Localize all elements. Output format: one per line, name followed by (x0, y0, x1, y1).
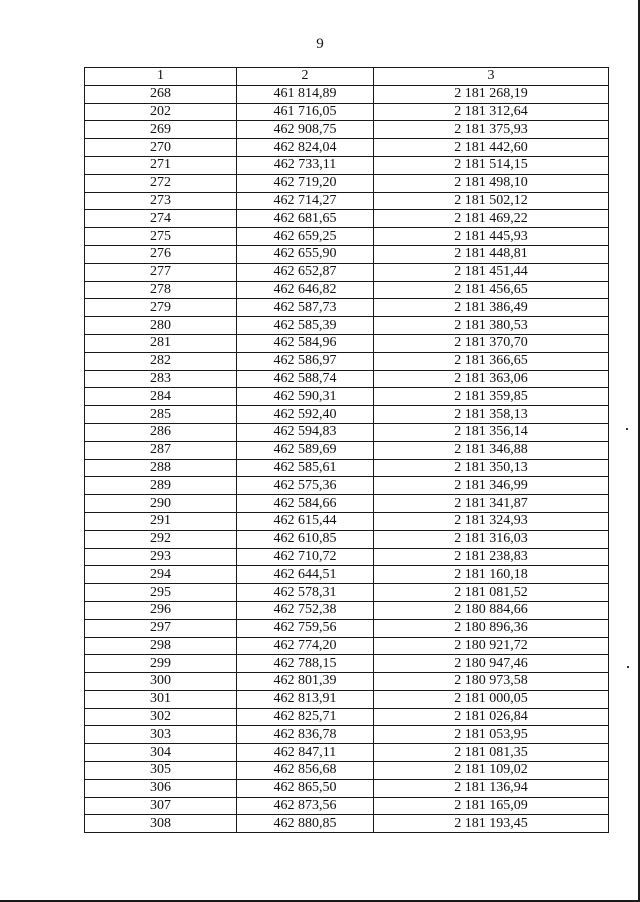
cell-x-coordinate: 462 610,85 (237, 530, 374, 548)
page-number: 9 (316, 36, 324, 52)
cell-x-coordinate: 462 578,31 (237, 584, 374, 602)
table-row (85, 779, 609, 797)
table-row (85, 744, 609, 762)
cell-y-coordinate: 2 181 350,13 (374, 459, 609, 477)
cell-y-coordinate: 2 181 081,35 (374, 744, 609, 762)
cell-x-coordinate: 462 585,61 (237, 459, 374, 477)
table-row (85, 156, 609, 174)
cell-y-coordinate: 2 181 380,53 (374, 317, 609, 335)
cell-point-number: 307 (85, 797, 237, 815)
cell-point-number: 284 (85, 388, 237, 406)
cell-x-coordinate: 462 714,27 (237, 192, 374, 210)
cell-x-coordinate: 462 847,11 (237, 744, 374, 762)
scan-speck (626, 428, 628, 430)
cell-y-coordinate: 2 181 341,87 (374, 495, 609, 513)
cell-point-number: 273 (85, 192, 237, 210)
cell-point-number: 295 (85, 584, 237, 602)
table-row (85, 673, 609, 691)
cell-x-coordinate: 462 733,11 (237, 156, 374, 174)
table-row (85, 566, 609, 584)
table-row (85, 299, 609, 317)
table-row (85, 210, 609, 228)
cell-point-number: 297 (85, 619, 237, 637)
cell-x-coordinate: 462 659,25 (237, 228, 374, 246)
table-row (85, 797, 609, 815)
cell-y-coordinate: 2 181 442,60 (374, 139, 609, 157)
cell-point-number: 281 (85, 334, 237, 352)
cell-y-coordinate: 2 181 448,81 (374, 245, 609, 263)
cell-y-coordinate: 2 180 921,72 (374, 637, 609, 655)
table-row (85, 619, 609, 637)
cell-y-coordinate: 2 181 160,18 (374, 566, 609, 584)
table-row (85, 263, 609, 281)
cell-x-coordinate: 462 646,82 (237, 281, 374, 299)
cell-point-number: 308 (85, 815, 237, 833)
scan-speck (627, 666, 629, 668)
table-row (85, 121, 609, 139)
column-header-x: 2 (237, 68, 374, 86)
cell-point-number: 271 (85, 156, 237, 174)
cell-point-number: 294 (85, 566, 237, 584)
cell-x-coordinate: 462 813,91 (237, 690, 374, 708)
cell-y-coordinate: 2 181 456,65 (374, 281, 609, 299)
cell-y-coordinate: 2 180 884,66 (374, 601, 609, 619)
table-row (85, 103, 609, 121)
cell-x-coordinate: 462 584,66 (237, 495, 374, 513)
cell-x-coordinate: 462 824,04 (237, 139, 374, 157)
cell-y-coordinate: 2 181 316,03 (374, 530, 609, 548)
table-row (85, 370, 609, 388)
cell-x-coordinate: 462 719,20 (237, 174, 374, 192)
cell-y-coordinate: 2 181 346,88 (374, 441, 609, 459)
cell-point-number: 202 (85, 103, 237, 121)
cell-y-coordinate: 2 181 502,12 (374, 192, 609, 210)
table-row (85, 317, 609, 335)
table-row (85, 174, 609, 192)
cell-point-number: 299 (85, 655, 237, 673)
table-row (85, 406, 609, 424)
cell-point-number: 292 (85, 530, 237, 548)
table-row (85, 388, 609, 406)
cell-point-number: 293 (85, 548, 237, 566)
cell-point-number: 288 (85, 459, 237, 477)
table-header-row (85, 68, 609, 86)
table-row (85, 584, 609, 602)
cell-point-number: 291 (85, 512, 237, 530)
cell-x-coordinate: 462 908,75 (237, 121, 374, 139)
table-row (85, 548, 609, 566)
cell-point-number: 278 (85, 281, 237, 299)
table-row (85, 762, 609, 780)
cell-x-coordinate: 462 585,39 (237, 317, 374, 335)
cell-y-coordinate: 2 181 109,02 (374, 762, 609, 780)
cell-y-coordinate: 2 181 386,49 (374, 299, 609, 317)
cell-y-coordinate: 2 181 026,84 (374, 708, 609, 726)
cell-y-coordinate: 2 181 000,05 (374, 690, 609, 708)
cell-x-coordinate: 462 825,71 (237, 708, 374, 726)
cell-x-coordinate: 461 716,05 (237, 103, 374, 121)
cell-point-number: 306 (85, 779, 237, 797)
cell-y-coordinate: 2 181 366,65 (374, 352, 609, 370)
cell-x-coordinate: 462 594,83 (237, 423, 374, 441)
cell-point-number: 282 (85, 352, 237, 370)
cell-y-coordinate: 2 180 947,46 (374, 655, 609, 673)
cell-point-number: 269 (85, 121, 237, 139)
table-row (85, 441, 609, 459)
cell-point-number: 304 (85, 744, 237, 762)
table-row (85, 85, 609, 103)
cell-y-coordinate: 2 181 238,83 (374, 548, 609, 566)
cell-y-coordinate: 2 181 358,13 (374, 406, 609, 424)
column-header-y: 3 (374, 68, 609, 86)
cell-x-coordinate: 462 759,56 (237, 619, 374, 637)
table-row (85, 637, 609, 655)
cell-x-coordinate: 462 652,87 (237, 263, 374, 281)
cell-y-coordinate: 2 181 312,64 (374, 103, 609, 121)
cell-y-coordinate: 2 181 363,06 (374, 370, 609, 388)
cell-x-coordinate: 462 681,65 (237, 210, 374, 228)
cell-point-number: 287 (85, 441, 237, 459)
cell-x-coordinate: 462 644,51 (237, 566, 374, 584)
table-row (85, 352, 609, 370)
column-header-point: 1 (85, 68, 237, 86)
cell-y-coordinate: 2 180 896,36 (374, 619, 609, 637)
table-row (85, 601, 609, 619)
cell-x-coordinate: 462 587,73 (237, 299, 374, 317)
cell-y-coordinate: 2 181 514,15 (374, 156, 609, 174)
cell-y-coordinate: 2 181 136,94 (374, 779, 609, 797)
cell-x-coordinate: 462 586,97 (237, 352, 374, 370)
cell-y-coordinate: 2 181 445,93 (374, 228, 609, 246)
table-row (85, 530, 609, 548)
cell-x-coordinate: 462 584,96 (237, 334, 374, 352)
cell-point-number: 277 (85, 263, 237, 281)
table-row (85, 281, 609, 299)
cell-point-number: 302 (85, 708, 237, 726)
cell-y-coordinate: 2 181 346,99 (374, 477, 609, 495)
cell-point-number: 283 (85, 370, 237, 388)
cell-y-coordinate: 2 181 053,95 (374, 726, 609, 744)
cell-y-coordinate: 2 181 498,10 (374, 174, 609, 192)
cell-x-coordinate: 462 592,40 (237, 406, 374, 424)
cell-x-coordinate: 462 655,90 (237, 245, 374, 263)
table-row (85, 708, 609, 726)
cell-point-number: 272 (85, 174, 237, 192)
cell-x-coordinate: 462 590,31 (237, 388, 374, 406)
cell-y-coordinate: 2 181 359,85 (374, 388, 609, 406)
cell-y-coordinate: 2 181 469,22 (374, 210, 609, 228)
cell-x-coordinate: 462 873,56 (237, 797, 374, 815)
table-row (85, 512, 609, 530)
cell-y-coordinate: 2 180 973,58 (374, 673, 609, 691)
cell-point-number: 301 (85, 690, 237, 708)
cell-x-coordinate: 462 836,78 (237, 726, 374, 744)
table-row (85, 690, 609, 708)
cell-x-coordinate: 462 710,72 (237, 548, 374, 566)
cell-point-number: 289 (85, 477, 237, 495)
cell-y-coordinate: 2 181 193,45 (374, 815, 609, 833)
cell-point-number: 279 (85, 299, 237, 317)
cell-x-coordinate: 462 752,38 (237, 601, 374, 619)
table-row (85, 139, 609, 157)
table-row (85, 334, 609, 352)
cell-y-coordinate: 2 181 268,19 (374, 85, 609, 103)
cell-point-number: 274 (85, 210, 237, 228)
cell-point-number: 305 (85, 762, 237, 780)
table-row (85, 459, 609, 477)
cell-point-number: 285 (85, 406, 237, 424)
cell-x-coordinate: 462 774,20 (237, 637, 374, 655)
table-row (85, 655, 609, 673)
cell-point-number: 296 (85, 601, 237, 619)
cell-y-coordinate: 2 181 165,09 (374, 797, 609, 815)
cell-point-number: 280 (85, 317, 237, 335)
cell-x-coordinate: 462 880,85 (237, 815, 374, 833)
cell-point-number: 270 (85, 139, 237, 157)
table-row (85, 815, 609, 833)
table-row (85, 245, 609, 263)
cell-x-coordinate: 462 588,74 (237, 370, 374, 388)
coordinates-table (84, 67, 609, 833)
cell-y-coordinate: 2 181 375,93 (374, 121, 609, 139)
cell-y-coordinate: 2 181 324,93 (374, 512, 609, 530)
cell-x-coordinate: 462 615,44 (237, 512, 374, 530)
cell-point-number: 275 (85, 228, 237, 246)
cell-y-coordinate: 2 181 370,70 (374, 334, 609, 352)
table-row (85, 495, 609, 513)
table-body (85, 85, 609, 832)
cell-x-coordinate: 462 856,68 (237, 762, 374, 780)
cell-x-coordinate: 462 575,36 (237, 477, 374, 495)
table-row (85, 477, 609, 495)
table-row (85, 726, 609, 744)
table-row (85, 192, 609, 210)
cell-y-coordinate: 2 181 451,44 (374, 263, 609, 281)
cell-x-coordinate: 462 801,39 (237, 673, 374, 691)
cell-x-coordinate: 462 589,69 (237, 441, 374, 459)
cell-y-coordinate: 2 181 081,52 (374, 584, 609, 602)
cell-point-number: 286 (85, 423, 237, 441)
cell-x-coordinate: 461 814,89 (237, 85, 374, 103)
table-row (85, 228, 609, 246)
cell-point-number: 290 (85, 495, 237, 513)
cell-y-coordinate: 2 181 356,14 (374, 423, 609, 441)
cell-point-number: 268 (85, 85, 237, 103)
cell-point-number: 298 (85, 637, 237, 655)
cell-x-coordinate: 462 865,50 (237, 779, 374, 797)
cell-x-coordinate: 462 788,15 (237, 655, 374, 673)
cell-point-number: 303 (85, 726, 237, 744)
cell-point-number: 276 (85, 245, 237, 263)
cell-point-number: 300 (85, 673, 237, 691)
table-row (85, 423, 609, 441)
